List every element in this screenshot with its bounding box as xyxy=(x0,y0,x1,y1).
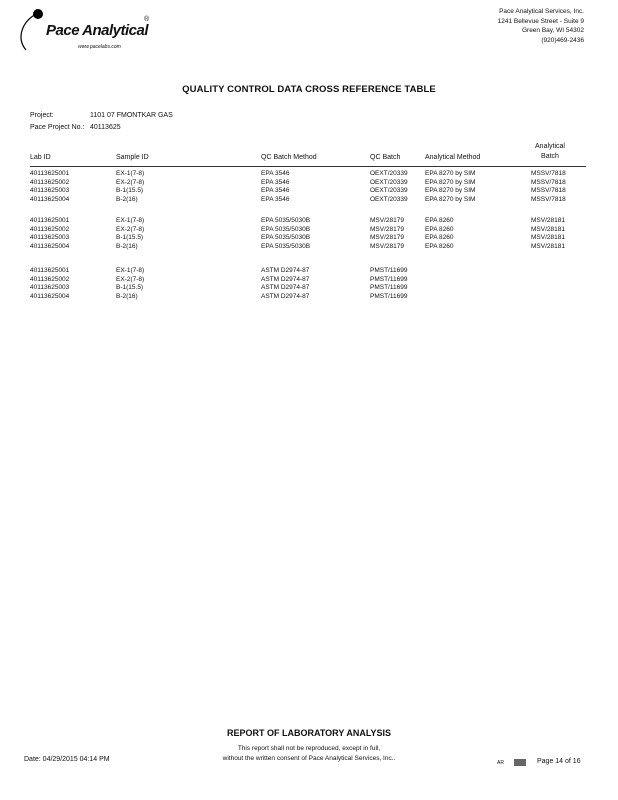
col-header-lab-id: Lab ID xyxy=(30,154,51,161)
cell-qc-method: EPA 3546 xyxy=(261,196,290,204)
col-header-analytical-method: Analytical Method xyxy=(425,154,481,161)
cell-analytical-method: EPA 8270 by SIM xyxy=(425,187,476,195)
cell-lab-id: 40113625003 xyxy=(30,234,70,242)
cell-qc-batch: PMST/11699 xyxy=(370,284,408,292)
cell-analytical-batch: MSV/28181 xyxy=(531,217,565,224)
cell-analytical-method: EPA 8260 xyxy=(425,243,454,251)
cell-sample-id: EX-1(7-8) xyxy=(116,217,145,224)
cell-qc-method: ASTM D2974-87 xyxy=(261,275,310,283)
cell-qc-batch: MSV/28179 xyxy=(370,217,404,224)
footer-title: REPORT OF LABORATORY ANALYSIS xyxy=(226,728,392,738)
logo-url: www.pacelabs.com xyxy=(78,44,121,50)
cell-qc-batch: OEXT/20339 xyxy=(370,170,408,177)
cell-qc-method: ASTM D2974-87 xyxy=(261,293,310,301)
cell-qc-batch: OEXT/20339 xyxy=(370,187,408,195)
cell-qc-batch: PMST/11699 xyxy=(370,267,408,274)
col-header-analytical-batch-line2: Batch xyxy=(541,153,559,160)
pace-logo xyxy=(14,4,164,52)
cell-lab-id: 40113625001 xyxy=(30,217,70,224)
company-line: Green Bay, WI 54302 xyxy=(521,27,584,34)
col-header-sample-id: Sample ID xyxy=(116,154,149,161)
cell-analytical-batch: MSV/28181 xyxy=(531,225,565,233)
cell-sample-id: EX-1(7-8) xyxy=(116,267,145,274)
header-divider xyxy=(30,166,586,167)
cell-qc-method: EPA 3546 xyxy=(261,187,290,195)
cell-qc-batch: OEXT/20339 xyxy=(370,196,408,204)
cell-qc-batch: OEXT/20339 xyxy=(370,178,408,186)
analyst-initials: AR xyxy=(497,760,504,766)
cell-sample-id: B-2(16) xyxy=(116,243,138,251)
project-value: 1101 07 FMONTKAR GAS xyxy=(90,112,173,119)
cell-sample-id: EX-2(7-8) xyxy=(116,225,145,233)
cell-qc-method: ASTM D2974-87 xyxy=(261,267,310,274)
logo-registered-mark: ® xyxy=(144,16,150,23)
cell-qc-method: EPA 5035/5030B xyxy=(261,217,311,224)
cell-analytical-batch: MSSV/7818 xyxy=(531,196,566,204)
cell-sample-id: B-1(15.5) xyxy=(116,234,144,242)
cell-lab-id: 40113625001 xyxy=(30,267,70,274)
logo-text: Pace Analytical xyxy=(46,22,149,39)
cell-lab-id: 40113625002 xyxy=(30,275,70,283)
cell-analytical-method: EPA 8260 xyxy=(425,234,454,242)
project-info xyxy=(30,110,173,134)
company-line: Pace Analytical Services, Inc. xyxy=(499,8,584,15)
cell-analytical-method: EPA 8270 by SIM xyxy=(425,170,476,177)
col-header-analytical-batch xyxy=(531,142,569,162)
cell-qc-batch: PMST/11699 xyxy=(370,293,408,301)
cell-qc-batch: MSV/28179 xyxy=(370,234,404,242)
cell-sample-id: EX-2(7-8) xyxy=(116,178,145,186)
cell-qc-method: EPA 3546 xyxy=(261,178,290,186)
col-header-qc-method: QC Batch Method xyxy=(261,154,317,161)
cell-qc-batch: MSV/28179 xyxy=(370,225,404,233)
cell-analytical-method: EPA 8270 by SIM xyxy=(425,178,476,186)
pace-project-label: Pace Project No.: xyxy=(30,124,85,131)
cell-analytical-batch: MSV/28181 xyxy=(531,243,565,251)
cell-lab-id: 40113625003 xyxy=(30,284,70,292)
company-line: 1241 Bellevue Street - Suite 9 xyxy=(497,17,584,25)
cell-analytical-batch: MSV/28181 xyxy=(531,234,565,242)
project-label: Project: xyxy=(30,112,54,119)
cell-sample-id: EX-1(7-8) xyxy=(116,170,145,177)
cell-lab-id: 40113625002 xyxy=(30,225,70,233)
col-header-analytical-batch-line1: Analytical xyxy=(535,143,565,150)
cell-sample-id: B-1(15.5) xyxy=(116,284,144,292)
cell-qc-batch: MSV/28179 xyxy=(370,243,404,251)
disclaimer-line: without the written consent of Pace Analytical Services, Inc.. xyxy=(222,755,396,762)
cell-analytical-batch: MSSV/7818 xyxy=(531,187,566,195)
stamp-mark xyxy=(514,759,526,766)
cell-lab-id: 40113625001 xyxy=(30,170,70,177)
report-date: Date: 04/29/2015 04:14 PM xyxy=(24,756,110,763)
cell-qc-method: EPA 5035/5030B xyxy=(261,225,311,233)
disclaimer-line: This report shall not be reproduced, except in full, xyxy=(237,745,381,752)
cell-qc-method: EPA 5035/5030B xyxy=(261,243,311,251)
report-title: QUALITY CONTROL DATA CROSS REFERENCE TABLE xyxy=(182,84,436,95)
cell-sample-id: EX-2(7-8) xyxy=(116,275,145,283)
cell-qc-method: ASTM D2974-87 xyxy=(261,284,310,292)
cell-sample-id: B-2(16) xyxy=(116,293,138,301)
cell-analytical-batch: MSSV/7818 xyxy=(531,170,566,177)
cell-analytical-method: EPA 8260 xyxy=(425,217,454,224)
cell-analytical-method: EPA 8270 by SIM xyxy=(425,196,476,204)
cell-sample-id: B-2(16) xyxy=(116,196,138,204)
cell-lab-id: 40113625002 xyxy=(30,178,70,186)
company-line: (920)469-2436 xyxy=(541,36,584,44)
cell-qc-batch: PMST/11699 xyxy=(370,275,408,283)
cell-sample-id: B-1(15.5) xyxy=(116,187,144,195)
cell-lab-id: 40113625003 xyxy=(30,187,70,195)
pace-project-value: 40113625 xyxy=(90,124,121,131)
cell-analytical-method: EPA 8260 xyxy=(425,225,454,233)
page-number: Page 14 of 16 xyxy=(537,758,581,765)
cell-analytical-batch: MSSV/7818 xyxy=(531,178,566,186)
cell-lab-id: 40113625004 xyxy=(30,293,70,301)
cell-qc-method: EPA 5035/5030B xyxy=(261,234,311,242)
cell-qc-method: EPA 3546 xyxy=(261,170,290,177)
company-address xyxy=(498,7,584,45)
col-header-qc-batch: QC Batch xyxy=(370,154,401,161)
cell-lab-id: 40113625004 xyxy=(30,243,70,251)
cell-lab-id: 40113625004 xyxy=(30,196,70,204)
